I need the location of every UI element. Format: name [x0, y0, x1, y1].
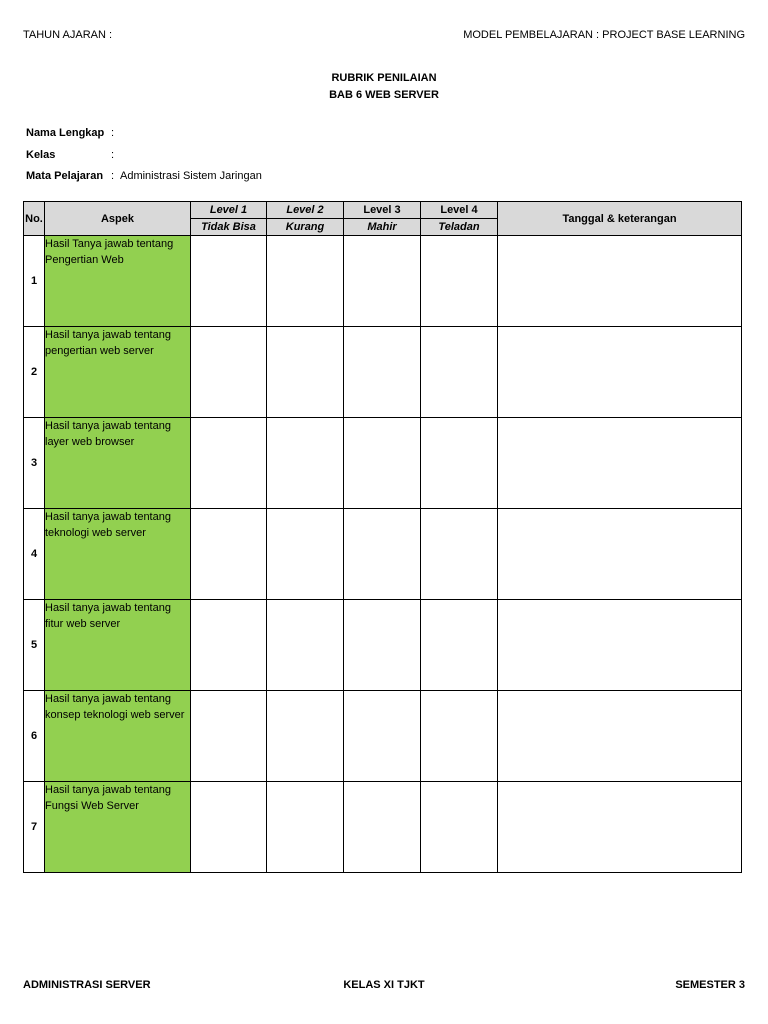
cell-level-1[interactable] [191, 509, 267, 600]
rubric-table [23, 201, 742, 873]
row-aspek: Hasil tanya jawab tentang fitur web server [45, 600, 191, 691]
cell-level-4[interactable] [421, 418, 498, 509]
cell-level-4[interactable] [421, 327, 498, 418]
header-level-2: Level 2 [267, 202, 344, 219]
cell-tanggal[interactable] [498, 691, 742, 782]
info-label-kelas: Kelas [26, 149, 56, 161]
info-value-mapel: Administrasi Sistem Jaringan [120, 170, 262, 182]
footer-class: KELAS XI TJKT [343, 979, 425, 991]
cell-level-2[interactable] [267, 782, 344, 873]
cell-level-3[interactable] [344, 600, 421, 691]
cell-level-4[interactable] [421, 236, 498, 327]
info-colon-mapel: : [111, 170, 115, 182]
cell-level-2[interactable] [267, 236, 344, 327]
cell-tanggal[interactable] [498, 327, 742, 418]
table-row [24, 509, 742, 600]
row-aspek: Hasil tanya jawab tentang teknologi web server [45, 509, 191, 600]
cell-level-3[interactable] [344, 236, 421, 327]
header-no: No. [24, 202, 45, 236]
cell-level-4[interactable] [421, 691, 498, 782]
cell-tanggal[interactable] [498, 418, 742, 509]
cell-level-4[interactable] [421, 600, 498, 691]
tahun-ajaran-label: TAHUN AJARAN : [23, 29, 113, 41]
row-number: 2 [24, 327, 45, 418]
row-number: 4 [24, 509, 45, 600]
cell-level-1[interactable] [191, 782, 267, 873]
header-level-4: Level 4 [421, 202, 498, 219]
table-row [24, 327, 742, 418]
header-level-3: Level 3 [344, 202, 421, 219]
cell-level-1[interactable] [191, 418, 267, 509]
table-row [24, 782, 742, 873]
footer-subject: ADMINISTRASI SERVER [23, 979, 151, 991]
header-level-4-desc: Teladan [421, 219, 498, 236]
info-colon-nama: : [111, 127, 115, 139]
footer-semester: SEMESTER 3 [675, 979, 745, 991]
row-number: 7 [24, 782, 45, 873]
table-row [24, 418, 742, 509]
header-level-3-desc: Mahir [344, 219, 421, 236]
cell-level-1[interactable] [191, 691, 267, 782]
header-tanggal: Tanggal & keterangan [498, 202, 742, 236]
row-aspek: Hasil tanya jawab tentang Fungsi Web Server [45, 782, 191, 873]
header-level-1: Level 1 [191, 202, 267, 219]
cell-tanggal[interactable] [498, 600, 742, 691]
info-label-nama: Nama Lengkap [26, 127, 105, 139]
document-subtitle: BAB 6 WEB SERVER [329, 89, 439, 101]
row-aspek: Hasil Tanya jawab tentang Pengertian Web [45, 236, 191, 327]
table-row [24, 691, 742, 782]
cell-level-3[interactable] [344, 327, 421, 418]
cell-tanggal[interactable] [498, 782, 742, 873]
cell-level-2[interactable] [267, 509, 344, 600]
header-level-2-desc: Kurang [267, 219, 344, 236]
cell-level-2[interactable] [267, 418, 344, 509]
cell-level-1[interactable] [191, 600, 267, 691]
info-label-mapel: Mata Pelajaran [26, 170, 104, 182]
document-title: RUBRIK PENILAIAN [331, 72, 437, 84]
cell-level-3[interactable] [344, 509, 421, 600]
cell-level-2[interactable] [267, 327, 344, 418]
cell-level-1[interactable] [191, 236, 267, 327]
row-aspek: Hasil tanya jawab tentang layer web browser [45, 418, 191, 509]
model-pembelajaran-label: MODEL PEMBELAJARAN : PROJECT BASE LEARNING [463, 29, 745, 41]
table-row [24, 236, 742, 327]
row-number: 6 [24, 691, 45, 782]
cell-tanggal[interactable] [498, 509, 742, 600]
row-aspek: Hasil tanya jawab tentang konsep teknologi web server [45, 691, 191, 782]
row-aspek: Hasil tanya jawab tentang pengertian web server [45, 327, 191, 418]
row-number: 1 [24, 236, 45, 327]
cell-level-2[interactable] [267, 691, 344, 782]
row-number: 5 [24, 600, 45, 691]
cell-level-1[interactable] [191, 327, 267, 418]
cell-level-3[interactable] [344, 691, 421, 782]
cell-level-4[interactable] [421, 782, 498, 873]
cell-level-3[interactable] [344, 782, 421, 873]
header-level-1-desc: Tidak Bisa [191, 219, 267, 236]
cell-level-2[interactable] [267, 600, 344, 691]
cell-level-4[interactable] [421, 509, 498, 600]
cell-tanggal[interactable] [498, 236, 742, 327]
row-number: 3 [24, 418, 45, 509]
info-colon-kelas: : [111, 149, 115, 161]
cell-level-3[interactable] [344, 418, 421, 509]
header-aspek: Aspek [45, 202, 191, 236]
table-row [24, 600, 742, 691]
